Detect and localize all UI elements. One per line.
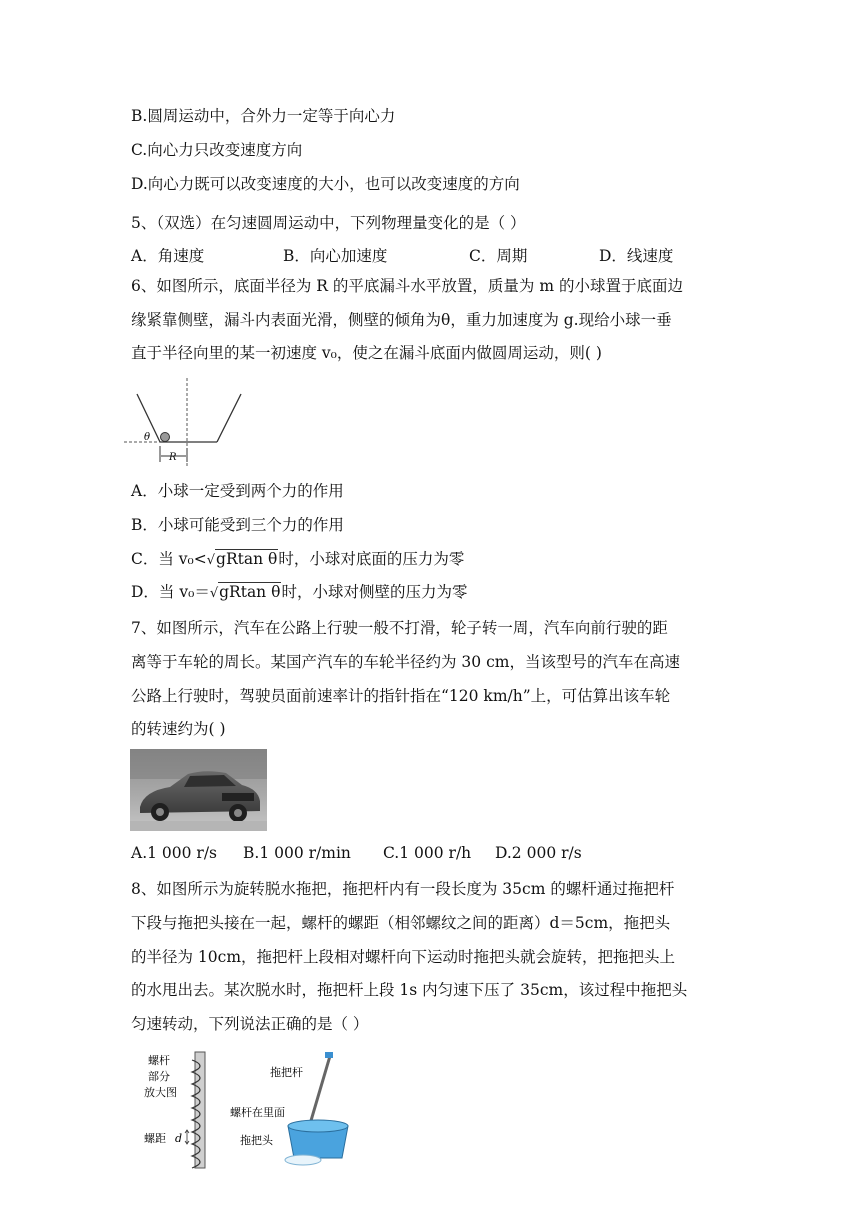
q5-option-a: A．角速度 [131,247,205,265]
q8-stem-line-2: 下段与拖把头接在一起，螺杆的螺距（相邻螺纹之间的距离）d＝5cm，拖把头 [131,914,671,932]
q7-stem-line-2: 离等于车轮的周长。某国产汽车的车轮半径约为 30 cm，当该型号的汽车在高速 [131,653,680,671]
q6-option-d: D．当 v₀＝√gRtan θ时，小球对侧壁的压力为零 [131,583,468,601]
q6-option-d-prefix: D．当 v₀＝ [131,583,210,601]
inside-label: 螺杆在里面 [230,1106,285,1119]
part-label: 部分 [148,1070,170,1083]
q6-option-c: C．当 v₀<√gRtan θ时，小球对底面的压力为零 [131,550,465,568]
q6-option-a: A．小球一定受到两个力的作用 [131,482,344,500]
q5-options [131,245,673,267]
car-photo [130,749,267,831]
q8-stem-line-1: 8、如图所示为旋转脱水拖把，拖把杆内有一段长度为 35cm 的螺杆通过拖把杆 [131,880,675,898]
q7-options [131,842,582,864]
q6-option-c-radicand: gRtan θ [216,550,278,568]
q6-option-b: B．小球可能受到三个力的作用 [131,516,344,534]
q8-stem-line-3: 的半径为 10cm，拖把杆上段相对螺杆向下运动时拖把头就会旋转，把拖把头上 [131,948,676,966]
mop-diagram [140,1050,365,1170]
q4-option-d: D.向心力既可以改变速度的大小，也可以改变速度的方向 [131,175,520,193]
q4-option-c: C.向心力只改变速度方向 [131,141,303,159]
head-label: 拖把头 [240,1134,273,1147]
q5-stem: 5、（双选）在匀速圆周运动中，下列物理量变化的是（ ） [131,214,526,232]
q7-option-c: C.1 000 r/h [383,844,472,862]
q6-option-d-suffix: 时，小球对侧壁的压力为零 [281,583,468,601]
pitch-label: 螺距 [144,1132,166,1145]
mop-head-icon [285,1155,321,1165]
q6-option-d-radicand: gRtan θ [219,583,281,601]
q7-stem-line-3: 公路上行驶时，驾驶员面前速率计的指针指在“120 km/h”上，可估算出该车轮 [131,687,671,705]
q5-option-c: C．周期 [469,247,528,265]
q7-option-d: D.2 000 r/s [495,844,582,862]
mop-handle-icon [325,1052,333,1058]
q6-stem-line-2: 缘紧靠侧壁，漏斗内表面光滑，侧壁的倾角为θ，重力加速度为 g.现给小球一垂 [131,311,672,329]
pitch-d-label: d [175,1132,183,1145]
ball-icon [161,433,170,442]
q5-option-d: D．线速度 [599,247,674,265]
q8-stem-line-4: 的水甩出去。某次脱水时，拖把杆上段 1s 内匀速下压了 35cm，该过程中拖把头 [131,981,688,999]
q5-option-b: B．向心加速度 [283,247,388,265]
rod-label: 拖把杆 [270,1066,303,1079]
radius-label: R [169,452,177,463]
q7-option-a: A.1 000 r/s [131,844,218,862]
q7-option-b: B.1 000 r/min [243,844,351,862]
theta-label: θ [144,432,151,443]
q7-stem-line-1: 7、如图所示，汽车在公路上行驶一般不打滑，轮子转一周，汽车向前行驶的距 [131,619,668,637]
q6-option-c-suffix: 时，小球对底面的压力为零 [278,550,465,568]
q6-option-c-prefix: C．当 v₀< [131,550,207,568]
funnel-diagram [122,376,247,468]
screw-label: 螺杆 [148,1054,170,1067]
q7-stem-line-4: 的转速约为( ) [131,720,226,738]
q6-stem-line-1: 6、如图所示，底面半径为 R 的平底漏斗水平放置，质量为 m 的小球置于底面边 [131,277,683,295]
q4-option-b: B.圆周运动中，合外力一定等于向心力 [131,107,396,125]
q6-stem-line-3: 直于半径向里的某一初速度 v₀，使之在漏斗底面内做圆周运动，则( ) [131,344,602,362]
q8-stem-line-5: 匀速转动，下列说法正确的是（ ） [131,1015,369,1033]
zoom-label: 放大图 [144,1086,177,1099]
